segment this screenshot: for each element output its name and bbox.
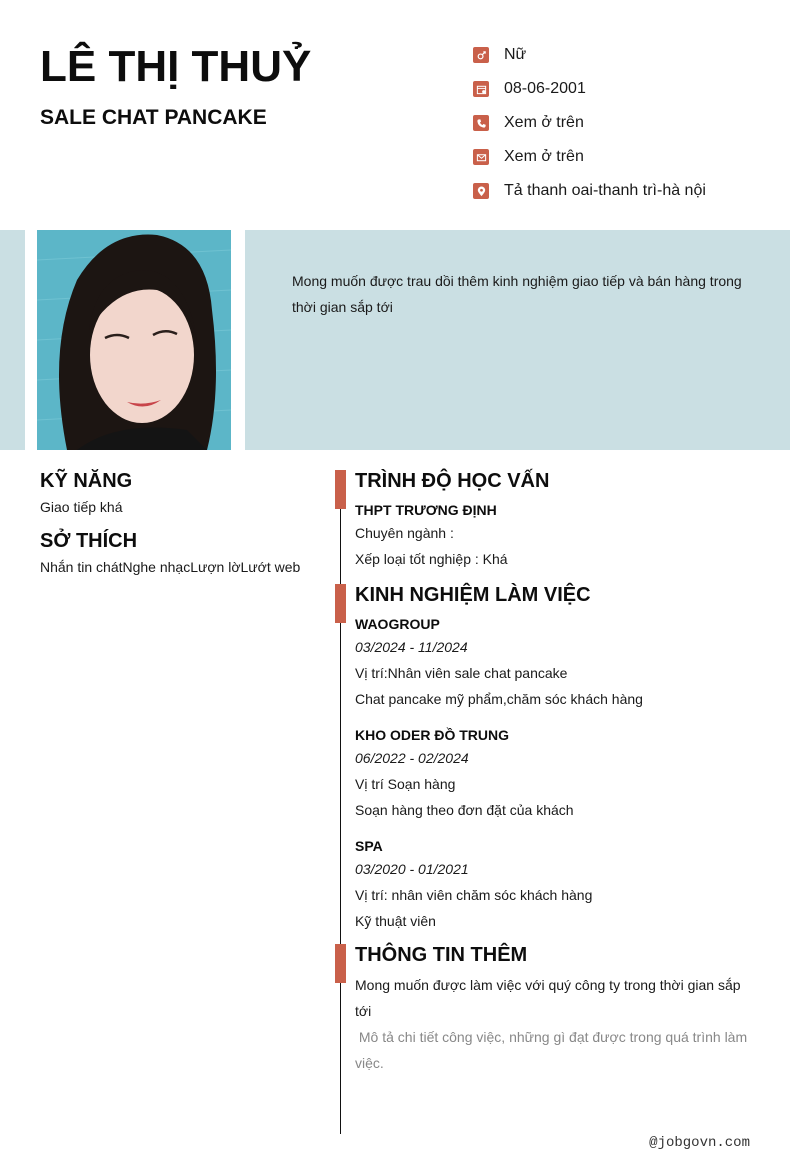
gender-value: Nữ [504, 46, 527, 63]
employment-dates: 03/2020 - 01/2021 [355, 861, 469, 877]
job-title: SALE CHAT PANCAKE [40, 106, 267, 129]
location-icon [473, 183, 489, 199]
section-marker [335, 584, 346, 623]
additional-placeholder: Mô tả chi tiết công việc, những gì đạt được trong quá trình làm việc. [355, 1029, 752, 1071]
timeline-line [340, 470, 341, 1134]
contact-list [473, 38, 706, 208]
right-column [355, 468, 755, 1076]
watermark: @jobgovn.com [649, 1135, 750, 1151]
education-section [355, 468, 755, 572]
job-description: Chat pancake mỹ phẩm,chăm sóc khách hàng [355, 691, 643, 707]
additional-info-section [355, 942, 755, 1076]
job-position: Vị trí:Nhân viên sale chat pancake [355, 665, 568, 681]
company-name: SPA [355, 838, 383, 854]
objective-panel [245, 230, 790, 450]
phone-icon [473, 115, 489, 131]
section-marker [335, 944, 346, 983]
hobbies-heading: SỞ THÍCH [40, 530, 138, 552]
employment-dates: 03/2024 - 11/2024 [355, 639, 468, 655]
hobbies-text: Nhắn tin chátNghe nhạcLượn lờLướt web [40, 559, 301, 575]
job-description: Kỹ thuật viên [355, 913, 436, 929]
decorative-band [0, 230, 25, 450]
email-icon [473, 149, 489, 165]
experience-entry [355, 836, 755, 934]
job-description: Soạn hàng theo đơn đặt của khách [355, 802, 574, 818]
calendar-icon [473, 81, 489, 97]
experience-entry [355, 725, 755, 823]
address-value: Tả thanh oai-thanh trì-hà nội [504, 182, 706, 199]
left-column [40, 468, 320, 590]
additional-text: Mong muốn được làm việc với quý công ty trong thời gian sắp tới [355, 977, 741, 1019]
additional-heading: THÔNG TIN THÊM [355, 944, 528, 966]
gender-icon [473, 47, 489, 63]
contact-gender [473, 38, 706, 72]
job-position: Vị trí Soạn hàng [355, 776, 456, 792]
section-marker [335, 470, 346, 509]
education-grade: Xếp loại tốt nghiệp : Khá [355, 551, 508, 567]
skills-text: Giao tiếp khá [40, 499, 123, 515]
education-heading: TRÌNH ĐỘ HỌC VẤN [355, 470, 550, 492]
career-objective: Mong muốn được trau dồi thêm kinh nghiệm giao tiếp và bán hàng trong thời gian sắp tới [292, 273, 742, 315]
email-value: Xem ở trên [504, 148, 584, 165]
experience-section [355, 582, 755, 934]
experience-entry [355, 614, 755, 712]
school-name: THPT TRƯƠNG ĐỊNH [355, 502, 497, 518]
company-name: WAOGROUP [355, 616, 440, 632]
education-major: Chuyên ngành : [355, 525, 454, 541]
contact-birthday [473, 72, 706, 106]
candidate-name: LÊ THỊ THUỶ [40, 42, 312, 91]
job-position: Vị trí: nhân viên chăm sóc khách hàng [355, 887, 593, 903]
company-name: KHO ODER ĐỒ TRUNG [355, 727, 509, 743]
contact-email [473, 140, 706, 174]
contact-address [473, 174, 706, 208]
contact-phone [473, 106, 706, 140]
phone-value: Xem ở trên [504, 114, 584, 131]
profile-photo [37, 230, 231, 450]
employment-dates: 06/2022 - 02/2024 [355, 750, 469, 766]
birthday-value: 08-06-2001 [504, 80, 586, 97]
experience-heading: KINH NGHIỆM LÀM VIỆC [355, 584, 591, 606]
skills-heading: KỸ NĂNG [40, 470, 133, 492]
